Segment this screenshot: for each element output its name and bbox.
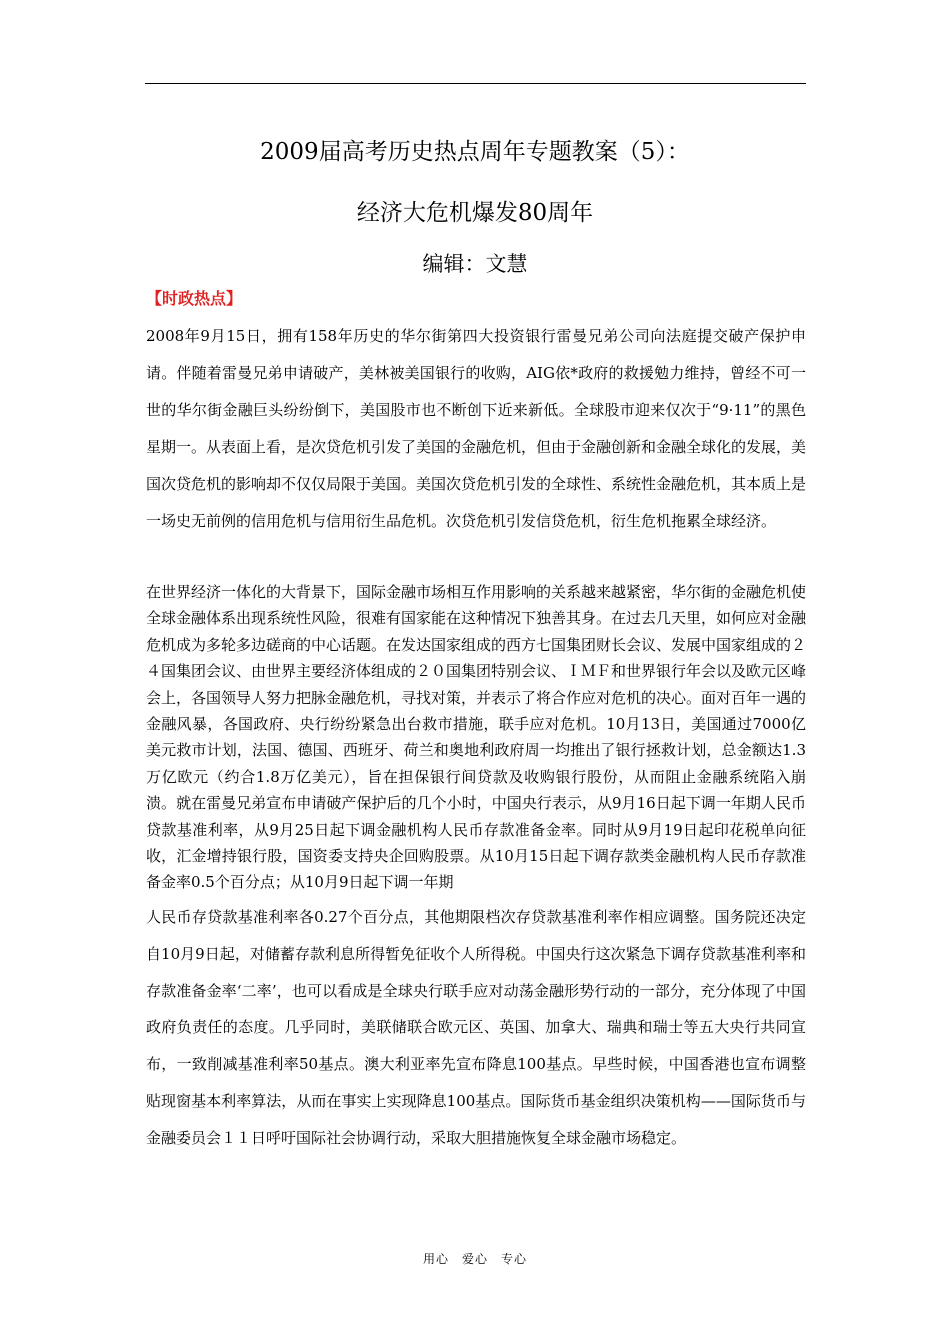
paragraph-2: 在世界经济一体化的大背景下，国际金融市场相互作用影响的关系越来越紧密，华尔街的金融危机使全球金融体系出现系统性风险，很难有国家能在这种情况下独善其身。在过去几天里，如何应对金融危机成为多轮多边磋商的中心话题。在发达国家组成的西方七国集团财长会议、发展中国家组成的２４国集团会议、由世界主要经济体组成的２０国集团特别会议、ＩＭＦ和世界银行年会以及欧元区峰会上，各国领导人努力把脉金融危机，寻找对策，并表示了将合作应对危机的决心。面对百年一遇的金融风暴，各国政府、央行纷纷紧急出台救市措施，联手应对危机。10月13日，美国通过7000亿美元救市计划，法国、德国、西班牙、荷兰和奥地利政府周一均推出了银行拯救计划，总金额达1.3万亿欧元（约合1.8万亿美元），旨在担保银行间贷款及收购银行股份，从而阻止金融系统陷入崩溃。就在雷曼兄弟宣布申请破产保护后的几个小时，中国央行表示，从9月16日起下调一年期人民币贷款基准利率，从9月25日起下调金融机构人民币存款准备金率。同时从9月19日起印花税单向征收，汇金增持银行股，国资委支持央企回购股票。从10月15日起下调存款类金融机构人民币存款准备金率0.5个百分点；从10月9日起下调一年期 [146, 583, 807, 892]
document-subtitle: 经济大危机爆发80周年 [356, 200, 594, 226]
paragraph-1: 2008年9月15日，拥有158年历史的华尔街第四大投资银行雷曼兄弟公司向法庭提交破产保护申请。伴随着雷曼兄弟申请破产，美林被美国银行的收购，AIG依*政府的救援勉力维持，曾经不可一世的华尔街金融巨头纷纷倒下，美国股市也不断创下近来新低。全球股市迎来仅次于“9·11”的黑色星期一。从表面上看，是次贷危机引发了美国的金融危机，但由于金融创新和金融全球化的发展，美国次贷危机的影响却不仅仅局限于美国。美国次贷危机引发的全球性、系统性金融危机，其本质上是一场史无前例的信用危机与信用衍生品危机。次贷危机引发信贷危机，衍生危机拖累全球经济。 [146, 327, 807, 530]
paragraph-3: 人民币存贷款基准利率各0.27个百分点，其他期限档次存贷款基准利率作相应调整。国务院还决定自10月9日起，对储蓄存款利息所得暂免征收个人所得税。中国央行这次紧急下调存贷款基准利率和存款准备金率‘二率’，也可以看成是全球央行联手应对动荡金融形势行动的一部分，充分体现了中国政府负责任的态度。几乎同时，美联储联合欧元区、英国、加拿大、瑞典和瑞士等五大央行共同宣布，一致削减基准利率50基点。澳大利亚率先宣布降息100基点。早些时候，中国香港也宣布调整贴现窗基本利率算法，从而在事实上实现降息100基点。国际货币基金组织决策机构——国际货币与金融委员会１１日呼吁国际社会协调行动，采取大胆措施恢复全球金融市场稳定。 [146, 908, 806, 1147]
section-heading: 【时政热点】 [146, 289, 243, 308]
page-footer: 用心 爱心 专心 [422, 1252, 527, 1266]
document-title: 2009届高考历史热点周年专题教案（5）： [260, 139, 690, 165]
header-rule [145, 83, 806, 84]
editor-line: 编辑：文慧 [422, 252, 528, 276]
